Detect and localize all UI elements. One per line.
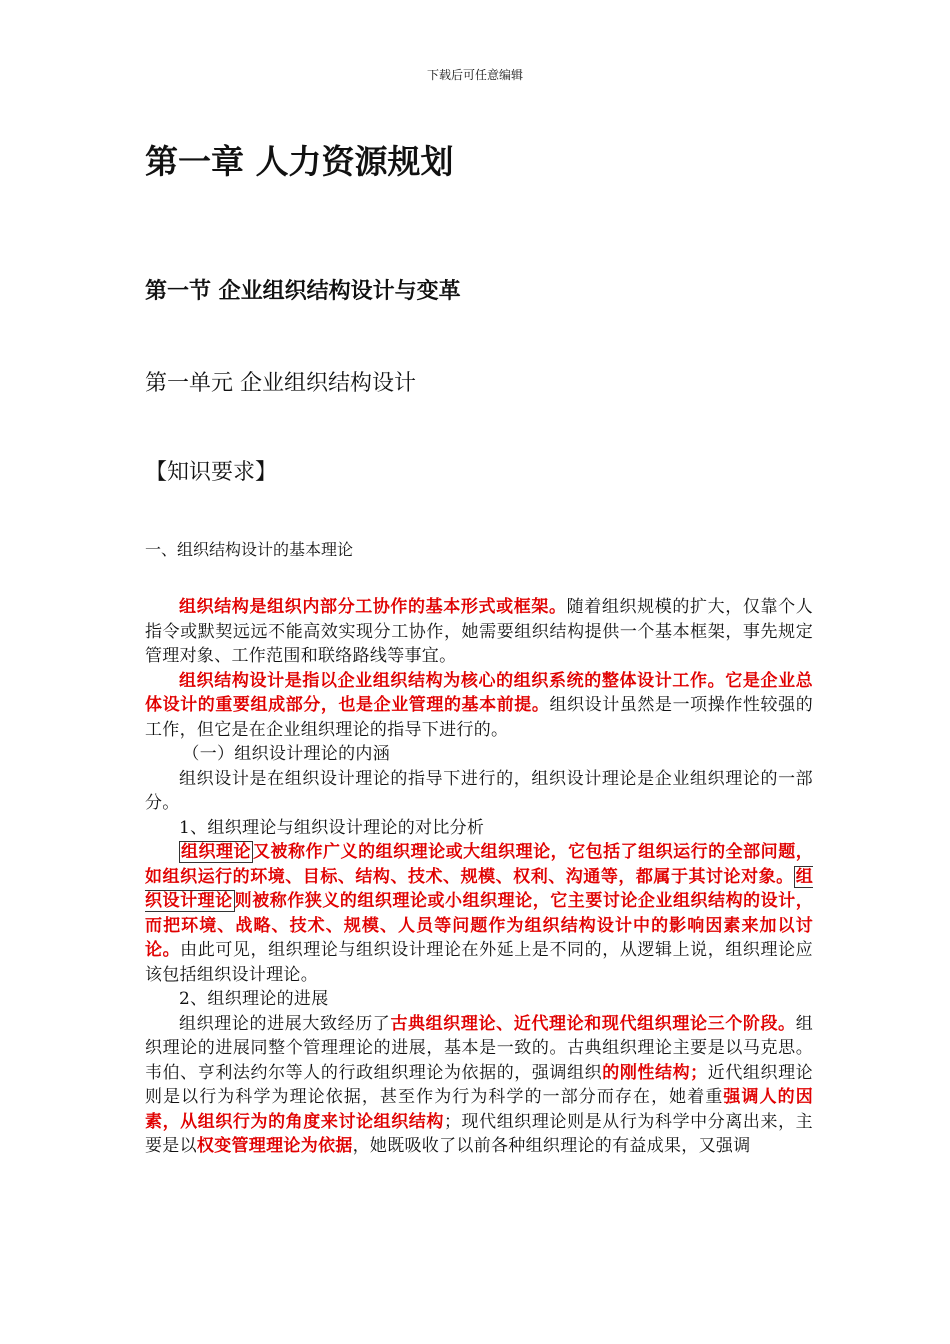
paragraph-text: 随着组织规模的扩大，仅靠个人指令或默契远远不能高效实现分工协作，她需要组织结构提供一个基本框架，事先规定管理对象、工作范围和联络路线等事宜。: [145, 597, 813, 666]
paragraph-text: ；现代组织理论则是从行为科学中分离出来，主要是以: [145, 1111, 813, 1156]
highlight-text: 的刚性结构；: [602, 1062, 708, 1083]
highlight-text: 则被称作狭义的组织理论或小组织理论，它主要讨论企业组织结构的设计，而把环境、战略、技术、规模、人员等问题作为组织结构设计中的影响因素来加以讨论。: [145, 891, 814, 960]
boxed-term: 组织设计理论: [145, 866, 813, 911]
body-text: [145, 595, 813, 1159]
highlight-text: 古典组织理论、近代理论和现代组织理论三个阶段。: [390, 1013, 796, 1034]
highlight-text: 权变管理理论为依据: [196, 1136, 353, 1156]
header-note: 下载后可任意编辑: [426, 68, 523, 82]
paragraph-5: [145, 1012, 813, 1159]
paragraph-text: 由此可见，组织理论与组织设计理论在外延上是不同的，从逻辑上说，组织理论应该包括组织设计理论。: [145, 940, 813, 985]
paragraph-text: 组织理论的进展同整个管理理论的进展，基本是一致的。古典组织理论主要是以马克思。韦伯、亨利法约尔等人的行政组织理论为依据的，强调组织: [145, 1013, 813, 1083]
highlight-text: 组织结构是组织内部分工协作的基本形式或框架。: [179, 597, 567, 617]
paragraph-1: [145, 595, 813, 669]
paragraph-text: 近代组织理论则是以行为科学为理论依据，甚至作为行为科学的一部分而存在，她着重: [145, 1062, 813, 1107]
knowledge-requirements-title: 【知识要求】: [145, 460, 278, 485]
paragraph-4: [145, 840, 813, 987]
paragraph-text: 组织设计虽然是一项操作性较强的工作，但它是在企业组织理论的指导下进行的。: [145, 695, 813, 740]
section-title: 第一节 企业组织结构设计与变革: [145, 279, 461, 304]
chapter-title: 第一章 人力资源规划: [145, 142, 454, 181]
highlight-text: 组织结构设计是指以企业组织结构为核心的组织系统的整体设计工作。它是企业总体设计的重要组成部分，也是企业管理的基本前提。: [145, 670, 813, 715]
subheading-progress: 2、组织理论的进展: [179, 989, 329, 1009]
subheading-connotation: （一）组织设计理论的内涵: [182, 744, 390, 764]
paragraph-text: 组织理论的进展大致经历了: [179, 1013, 391, 1034]
unit-title: 第一单元 企业组织结构设计: [145, 371, 416, 396]
paragraph-3: 组织设计是在组织设计理论的指导下进行的，组织设计理论是企业组织理论的一部分。: [145, 768, 813, 813]
highlight-text: 又被称作广义的组织理论或大组织理论，它包括了组织运行的全部问题，如组织运行的环境、目标、结构、技术、规模、权利、沟通等，都属于其讨论对象。: [145, 842, 813, 887]
highlight-text: 强调人的因素，从组织行为的角度来讨论组织结构: [145, 1087, 813, 1132]
topic-heading: 一、组织结构设计的基本理论: [145, 540, 354, 559]
paragraph-text: ，她既吸收了以前各种组织理论的有益成果，又强调: [352, 1136, 751, 1156]
subheading-comparison: 1、组织理论与组织设计理论的对比分析: [179, 817, 485, 838]
paragraph-2: [145, 669, 813, 743]
boxed-term: 组织理论: [181, 842, 252, 862]
